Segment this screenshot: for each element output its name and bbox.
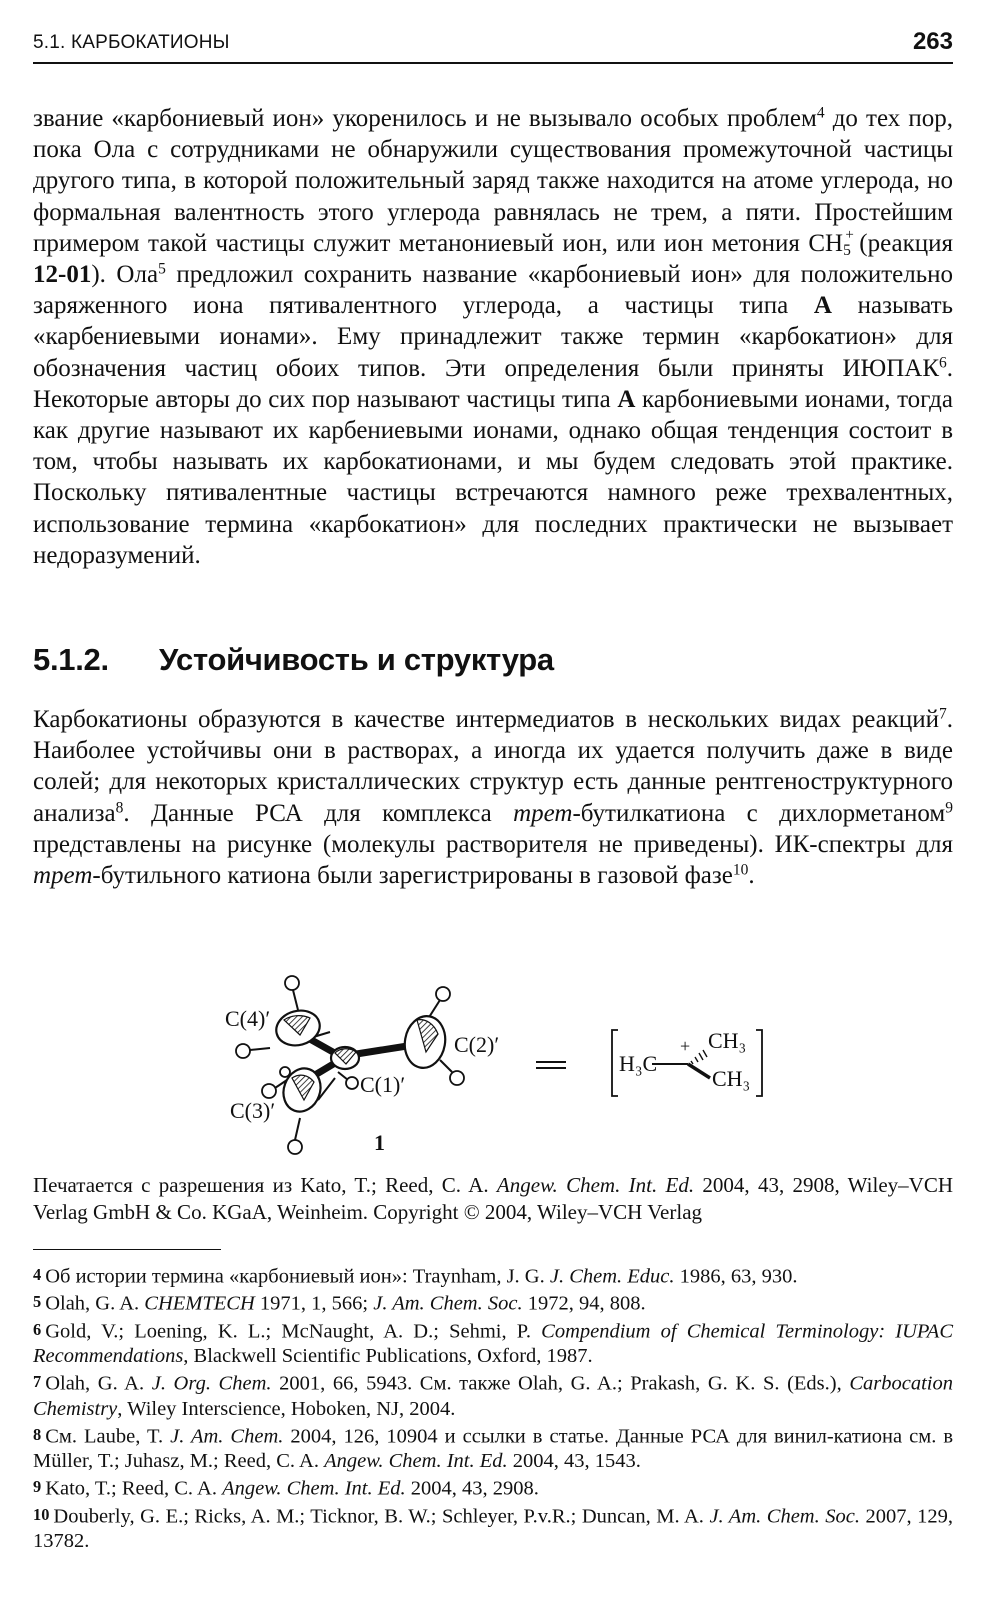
ref-mark-7: 7 [939, 705, 947, 723]
text-run: до тех пор, пока Ола с сотрудниками не обнаружили существования промежуточной частицы другого типа, в которой положительный заряд также находится на атоме углерода, но формальная валентность этого углерода равнялась не трем, а пяти. Простейшим примером такой частицы служит метанониевый ион, или ион метония [33, 105, 953, 257]
footnote-text: 1971, 1, 566; [254, 1292, 374, 1315]
text-run: ). Ола [91, 261, 159, 289]
text-run: . Некоторые авторы до сих пор называют частицы типа [33, 354, 953, 413]
running-head [33, 22, 953, 62]
text-run: . [748, 862, 755, 890]
text-run: Карбокатионы образуются в качестве интермедиатов в нескольких видах реакций [33, 706, 939, 733]
footnote-text: См. Laube, T. [45, 1425, 171, 1448]
formula-ch3-bottom: CH₃ [712, 1066, 751, 1091]
footnote-mark: 9 [33, 1477, 42, 1497]
footnote-text: 2007, 129, 13782. [33, 1505, 953, 1553]
footnote-mark: 8 [33, 1424, 42, 1444]
text-run: Печатается с разрешения из Kato, T.; Reed, C. A. [33, 1173, 497, 1197]
footnote-italic: J. Am. Chem. Soc. [373, 1292, 523, 1315]
formula-subscript: 5 [843, 241, 851, 259]
text-run: . Наиболее устойчивы они в растворах, а иногда их удается получить даже в виде солей; для некоторых кристаллических структур есть данные рентгеноструктурного анализа [33, 706, 953, 827]
ref-mark-9: 9 [945, 799, 953, 817]
figure-credit [33, 1172, 953, 1226]
footnote-text: Douberly, G. E.; Ricks, A. M.; Ticknor, B. W.; Schleyer, P.v.R.; Duncan, M. A. [53, 1505, 710, 1528]
text-run: . Данные РСА для комплекса [123, 799, 514, 827]
footnote-text: 1986, 63, 930. [674, 1265, 798, 1288]
formula-ch: CH [808, 229, 844, 257]
formula-charge: + [680, 1036, 691, 1056]
ortep-drawing [200, 960, 820, 1160]
paragraph-stability [33, 704, 953, 891]
footnote-4 [33, 1262, 953, 1289]
footnote-italic: Compendium of Chemical Terminology: IUPAC Recommendations [33, 1320, 953, 1368]
footnote-7 [33, 1369, 953, 1421]
footnote-text: Kato, T.; Reed, C. A. [45, 1477, 223, 1500]
footnote-italic: J. Am. Chem. [170, 1425, 284, 1448]
footnote-text: Gold, V.; Loening, K. L.; McNaught, A. D.; Sehmi, P. [45, 1320, 542, 1343]
section-heading [33, 642, 554, 678]
footnote-mark: 7 [33, 1372, 42, 1392]
text-run: звание «карбониевый ион» укоренилось и не вызывало особых проблем [33, 105, 817, 132]
section-title: Устойчивость и структура [159, 642, 554, 677]
text-run: -бутилкатиона с дихлорметаном [572, 799, 946, 827]
formula-h3c: H₃C [619, 1051, 658, 1076]
footnote-italic: J. Chem. Educ. [549, 1265, 675, 1288]
footnote-5 [33, 1289, 953, 1316]
footnote-text: 1972, 94, 808. [522, 1292, 646, 1315]
text-run: предложил сохранить название «карбониевый ион» для положительно заряженного иона пятивалентного углерода, а частицы типа [33, 261, 953, 320]
text-run: -бутильного катиона были зарегистрированы в газовой фазе [92, 862, 733, 890]
footnote-italic: Angew. Chem. Int. Ed. [222, 1477, 406, 1500]
atom-c1 [331, 1047, 359, 1069]
footnote-text: 2004, 43, 2908. [405, 1477, 539, 1500]
footnote-italic: J. Am. Chem. Soc. [709, 1505, 860, 1528]
compound-number: 1 [374, 1130, 385, 1155]
equals-sign [536, 1062, 566, 1068]
footnote-mark: 6 [33, 1319, 42, 1339]
ref-mark-10: 10 [732, 861, 749, 879]
label-c3: C(3)′ [230, 1098, 276, 1123]
text-run: представлены на рисунке (молекулы растворителя не приведены). ИК-спектры для [33, 830, 953, 858]
footnote-text: Об истории термина «карбониевый ион»: Traynham, J. G. [45, 1265, 550, 1288]
footnote-italic: J. Org. Chem. [151, 1372, 272, 1395]
hashed-bond [691, 1050, 707, 1064]
footnote-8 [33, 1422, 953, 1474]
footnote-rule [33, 1249, 221, 1250]
footnote-text: 2004, 43, 1543. [507, 1450, 641, 1473]
text-run: называть «карбениевыми ионами». Ему принадлежит также термин «карбокатион» для обозначения частиц обоих типов. Эти определения были приняты ИЮПАК [33, 292, 953, 382]
footnote-10 [33, 1502, 953, 1554]
formula-charge: + [845, 226, 854, 243]
skeletal-bonds [652, 1064, 710, 1078]
footnote-mark: 5 [33, 1292, 42, 1312]
running-head-title: 5.1. КАРБОКАТИОНЫ [33, 32, 230, 53]
label-c1: C(1)′ [360, 1072, 406, 1097]
footnote-mark: 10 [33, 1504, 50, 1524]
ref-mark-5: 5 [158, 260, 166, 278]
footnote-text: Olah, G. A. [45, 1292, 145, 1315]
formula-ch3-top: CH₃ [708, 1028, 747, 1053]
footnotes [33, 1262, 953, 1554]
label-c4: C(4)′ [225, 1006, 271, 1031]
footnote-text: 2004, 126, 10904 и ссылки в статье. Данные РСА для винил-катиона см. в Müller, T.; Juhasz, M.; Reed, C. A. [33, 1425, 954, 1473]
methonium-formula [808, 226, 854, 259]
paragraph-carbonium-history [33, 103, 953, 571]
footnote-italic: CHEMTECH [144, 1292, 255, 1315]
footnote-text: , Wiley Interscience, Hoboken, NJ, 2004. [117, 1397, 456, 1420]
type-a-label: А [617, 385, 636, 413]
footnote-text: , Blackwell Scientific Publications, Oxford, 1987. [183, 1345, 593, 1368]
ref-mark-8: 8 [115, 799, 124, 817]
page-number: 263 [912, 28, 953, 55]
italic-tert: трет [33, 862, 93, 890]
text-run: карбониевыми ионами, тогда как другие называют их карбениевыми ионами, однако общая тенденция состоит в том, чтобы называть их карбокатионами, и мы будем следовать этой практике. Поскольку пятивалентные частицы встречаются намного реже трехвалентных, использование термина «карбокатион» для последних практически не вызывает недоразумений. [33, 385, 953, 569]
ref-mark-6: 6 [939, 354, 947, 372]
footnote-9 [33, 1474, 953, 1501]
reaction-number: 12-01 [33, 261, 92, 289]
footnote-italic: Carbocation Chemistry [33, 1372, 953, 1420]
footnote-6 [33, 1317, 953, 1369]
tert-butyl-cation-figure [200, 960, 820, 1160]
footnote-mark: 4 [33, 1265, 42, 1284]
section-number: 5.1.2. [33, 642, 109, 677]
header-rule [33, 62, 953, 64]
text-run: 2004, 43, 2908, Wiley–VCH Verlag GmbH & Co. KGaA, Weinheim. Copyright © 2004, Wiley–VCH Verlag [33, 1173, 953, 1224]
type-a-label: А [813, 292, 832, 320]
journal-name: Angew. Chem. Int. Ed. [496, 1173, 695, 1197]
footnote-text: Olah, G. A. [45, 1372, 152, 1395]
footnote-italic: Angew. Chem. Int. Ed. [324, 1450, 508, 1473]
text-run: (реакция [850, 229, 953, 257]
italic-tert: трет [513, 799, 573, 827]
label-c2: C(2)′ [454, 1032, 500, 1057]
ref-mark-4: 4 [816, 104, 825, 122]
footnote-text: 2001, 66, 5943. См. также Olah, G. A.; Prakash, G. K. S. (Eds.), [271, 1372, 850, 1395]
